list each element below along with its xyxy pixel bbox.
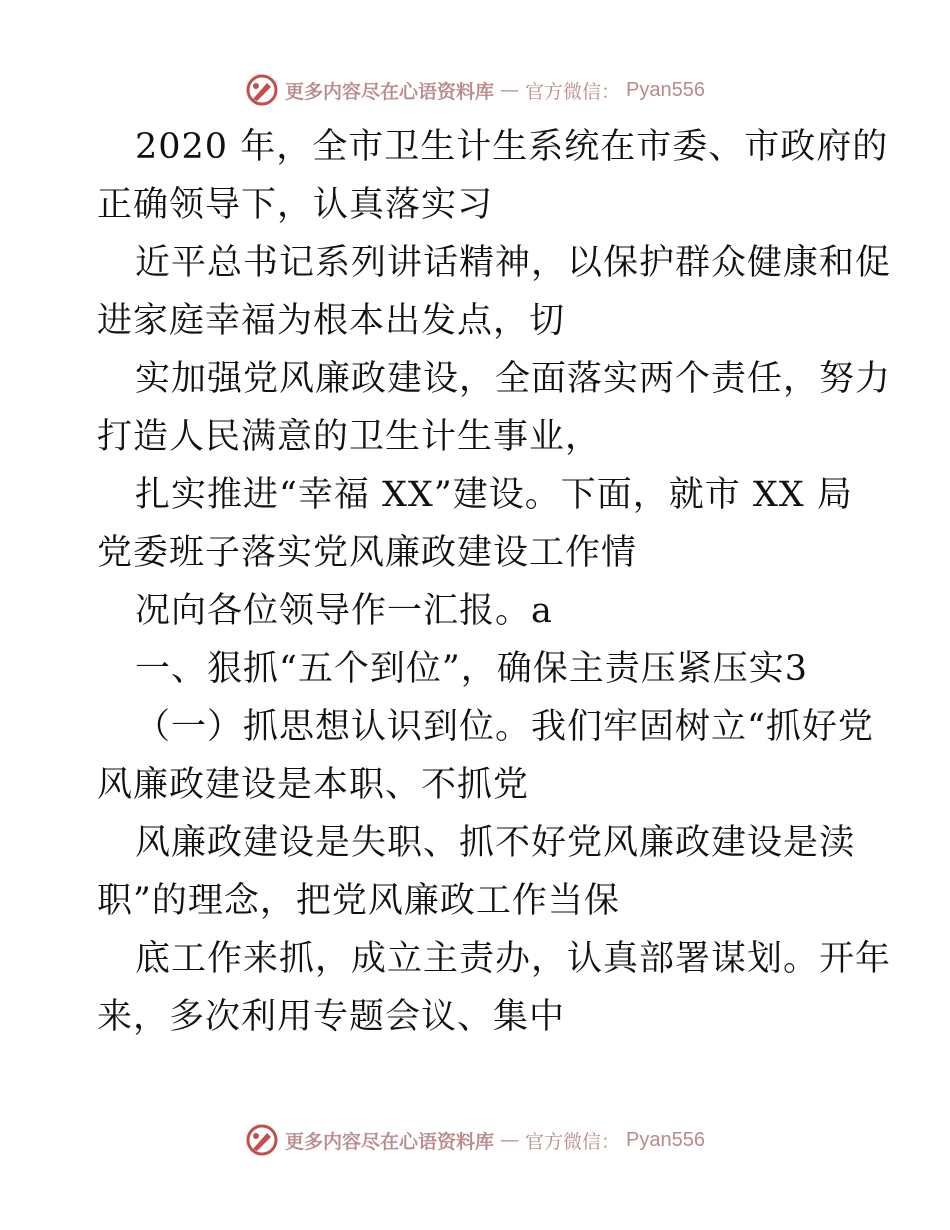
banner-wechat-id: Pyan556 <box>626 78 705 101</box>
banner-separator: — <box>500 1129 520 1151</box>
banner-wechat-label: 官方微信： <box>525 80 621 103</box>
banner-brand: 更多内容尽在心语资料库 <box>285 1130 495 1153</box>
text-line: 正确领导下，认真落实习 <box>97 185 494 225</box>
pen-logo-icon <box>245 1123 279 1157</box>
text-line: 2020 年，全市卫生计生系统在市委、市政府的 <box>135 127 889 167</box>
footer-banner <box>0 1120 950 1160</box>
text-line: （一）抓思想认识到位。我们牢固树立“抓好党 <box>135 707 874 747</box>
text-line: 职”的理念，把党风廉政工作当保 <box>97 881 620 921</box>
text-line: 一、狠抓“五个到位”，确保主责压紧压实3 <box>135 649 809 689</box>
banner-separator: — <box>500 79 520 101</box>
text-line: 进家庭幸福为根本出发点，切 <box>97 301 566 341</box>
header-banner <box>0 70 950 110</box>
text-line: 来，多次利用专题会议、集中 <box>97 997 566 1037</box>
document-body <box>97 118 892 1046</box>
pen-logo-icon <box>245 73 279 107</box>
text-line: 底工作来抓，成立主责办，认真部署谋划。开年 <box>135 939 892 979</box>
text-line: 扎实推进“幸福 XX”建设。下面，就市 XX 局 <box>135 475 853 515</box>
banner-wechat-label: 官方微信： <box>525 1130 621 1153</box>
text-line: 党委班子落实党风廉政建设工作情 <box>97 533 638 573</box>
text-line: 近平总书记系列讲话精神，以保护群众健康和促 <box>135 243 892 283</box>
text-line: 风廉政建设是失职、抓不好党风廉政建设是渎 <box>135 823 856 863</box>
banner-wechat-id: Pyan556 <box>626 1128 705 1151</box>
text-line: 况向各位领导作一汇报。a <box>135 591 553 631</box>
banner-brand: 更多内容尽在心语资料库 <box>285 80 495 103</box>
text-line: 打造人民满意的卫生计生事业， <box>97 417 602 457</box>
text-line: 风廉政建设是本职、不抓党 <box>97 765 530 805</box>
text-line: 实加强党风廉政建设，全面落实两个责任，努力 <box>135 359 892 399</box>
